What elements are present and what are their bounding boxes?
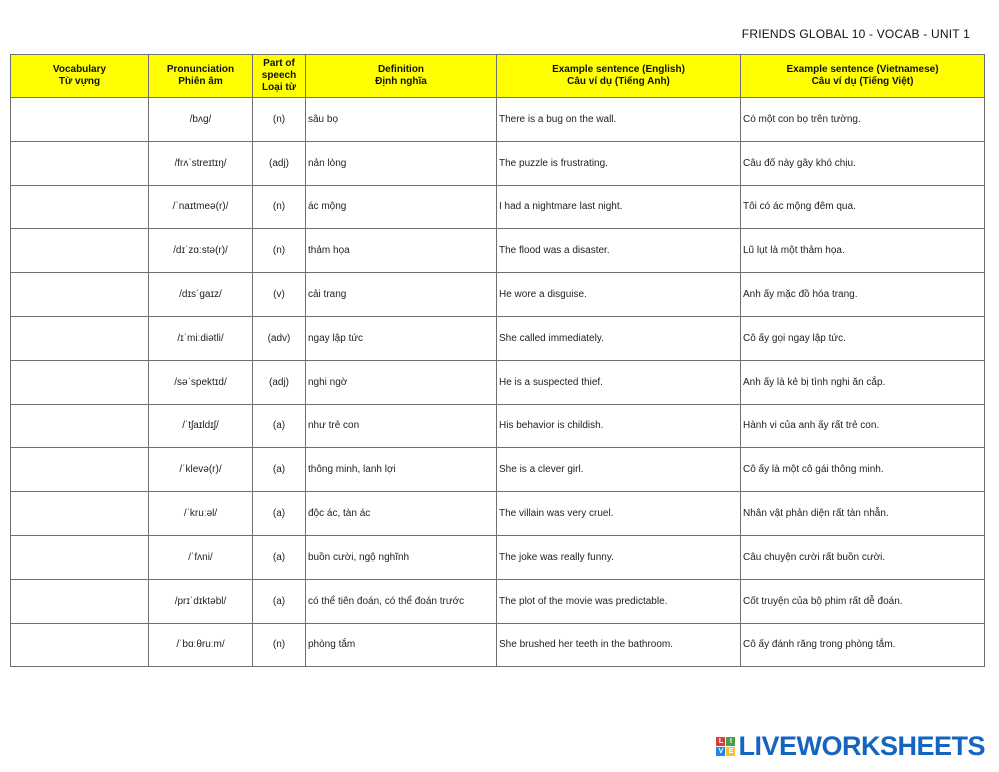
table-row <box>11 535 985 579</box>
pronunciation-cell: /ˈtʃaɪldɪʃ/ <box>149 404 253 448</box>
pronunciation-cell: /səˈspektɪd/ <box>149 360 253 404</box>
pronunciation-cell: /ɪˈmiːdiətli/ <box>149 316 253 360</box>
pronunciation-cell: /ˈkruːəl/ <box>149 492 253 536</box>
vocab-table <box>10 54 985 667</box>
header-definition: Definition Định nghĩa <box>306 55 497 98</box>
definition-cell: thảm họa <box>306 229 497 273</box>
vocabulary-answer-cell[interactable] <box>11 360 149 404</box>
example-vietnamese-cell: Cô ấy gọi ngay lập tức. <box>741 316 985 360</box>
document-title: FRIENDS GLOBAL 10 - VOCAB - UNIT 1 <box>741 27 970 41</box>
definition-cell: ngay lập tức <box>306 316 497 360</box>
vocabulary-answer-cell[interactable] <box>11 535 149 579</box>
vocabulary-answer-cell[interactable] <box>11 316 149 360</box>
header-part-of-speech: Part of speech Loại từ <box>253 55 306 98</box>
example-english-cell: She brushed her teeth in the bathroom. <box>497 623 741 667</box>
part-of-speech-cell: (adj) <box>253 360 306 404</box>
example-english-cell: His behavior is childish. <box>497 404 741 448</box>
part-of-speech-cell: (n) <box>253 623 306 667</box>
example-vietnamese-cell: Cô ấy là một cô gái thông minh. <box>741 448 985 492</box>
example-vietnamese-cell: Nhân vật phản diện rất tàn nhẫn. <box>741 492 985 536</box>
table-row <box>11 316 985 360</box>
pronunciation-cell: /prɪˈdɪktəbl/ <box>149 579 253 623</box>
example-english-cell: He wore a disguise. <box>497 273 741 317</box>
example-vietnamese-cell: Lũ lụt là một thảm họa. <box>741 229 985 273</box>
vocabulary-answer-cell[interactable] <box>11 448 149 492</box>
liveworksheets-logo <box>716 731 985 762</box>
table-row <box>11 229 985 273</box>
example-english-cell: The villain was very cruel. <box>497 492 741 536</box>
example-english-cell: The puzzle is frustrating. <box>497 141 741 185</box>
part-of-speech-cell: (v) <box>253 273 306 317</box>
logo-text: LIVEWORKSHEETS <box>738 731 985 761</box>
pronunciation-cell: /bʌg/ <box>149 98 253 142</box>
table-row <box>11 623 985 667</box>
definition-cell: ác mộng <box>306 185 497 229</box>
part-of-speech-cell: (a) <box>253 448 306 492</box>
example-vietnamese-cell: Có một con bọ trên tường. <box>741 98 985 142</box>
definition-cell: nghi ngờ <box>306 360 497 404</box>
definition-cell: cải trang <box>306 273 497 317</box>
pronunciation-cell: /frʌˈstreɪtɪŋ/ <box>149 141 253 185</box>
part-of-speech-cell: (adj) <box>253 141 306 185</box>
definition-cell: phòng tắm <box>306 623 497 667</box>
vocabulary-answer-cell[interactable] <box>11 185 149 229</box>
table-row <box>11 579 985 623</box>
example-vietnamese-cell: Câu chuyện cười rất buồn cười. <box>741 535 985 579</box>
example-english-cell: The plot of the movie was predictable. <box>497 579 741 623</box>
part-of-speech-cell: (a) <box>253 535 306 579</box>
vocabulary-answer-cell[interactable] <box>11 273 149 317</box>
example-vietnamese-cell: Anh ấy mặc đồ hóa trang. <box>741 273 985 317</box>
definition-cell: buồn cười, ngộ nghĩnh <box>306 535 497 579</box>
pronunciation-cell: /dɪˈzɑːstə(r)/ <box>149 229 253 273</box>
example-vietnamese-cell: Cô ấy đánh răng trong phòng tắm. <box>741 623 985 667</box>
pronunciation-cell: /dɪsˈɡaɪz/ <box>149 273 253 317</box>
example-vietnamese-cell: Cốt truyện của bộ phim rất dễ đoán. <box>741 579 985 623</box>
example-english-cell: There is a bug on the wall. <box>497 98 741 142</box>
definition-cell: như trẻ con <box>306 404 497 448</box>
vocabulary-answer-cell[interactable] <box>11 229 149 273</box>
part-of-speech-cell: (n) <box>253 229 306 273</box>
example-english-cell: She is a clever girl. <box>497 448 741 492</box>
vocabulary-answer-cell[interactable] <box>11 404 149 448</box>
part-of-speech-cell: (a) <box>253 404 306 448</box>
definition-cell: nản lòng <box>306 141 497 185</box>
example-english-cell: She called immediately. <box>497 316 741 360</box>
part-of-speech-cell: (adv) <box>253 316 306 360</box>
definition-cell: thông minh, lanh lợi <box>306 448 497 492</box>
example-vietnamese-cell: Hành vi của anh ấy rất trẻ con. <box>741 404 985 448</box>
vocabulary-answer-cell[interactable] <box>11 579 149 623</box>
example-english-cell: I had a nightmare last night. <box>497 185 741 229</box>
vocabulary-answer-cell[interactable] <box>11 492 149 536</box>
table-row <box>11 492 985 536</box>
pronunciation-cell: /ˈklevə(r)/ <box>149 448 253 492</box>
example-english-cell: He is a suspected thief. <box>497 360 741 404</box>
definition-cell: có thể tiên đoán, có thể đoán trước <box>306 579 497 623</box>
example-english-cell: The flood was a disaster. <box>497 229 741 273</box>
example-vietnamese-cell: Tôi có ác mộng đêm qua. <box>741 185 985 229</box>
vocabulary-answer-cell[interactable] <box>11 623 149 667</box>
table-row <box>11 360 985 404</box>
part-of-speech-cell: (a) <box>253 579 306 623</box>
definition-cell: độc ác, tàn ác <box>306 492 497 536</box>
header-example-english: Example sentence (English) Câu ví dụ (Tiếng Anh) <box>497 55 741 98</box>
part-of-speech-cell: (n) <box>253 185 306 229</box>
header-row <box>11 55 985 98</box>
example-vietnamese-cell: Câu đố này gây khó chịu. <box>741 141 985 185</box>
table-row <box>11 141 985 185</box>
pronunciation-cell: /ˈnaɪtmeə(r)/ <box>149 185 253 229</box>
vocabulary-answer-cell[interactable] <box>11 141 149 185</box>
table-row <box>11 448 985 492</box>
table-row <box>11 273 985 317</box>
logo-squares-icon: L I V E <box>716 737 735 756</box>
example-vietnamese-cell: Anh ấy là kẻ bị tình nghi ăn cắp. <box>741 360 985 404</box>
header-pronunciation: Pronunciation Phiên âm <box>149 55 253 98</box>
pronunciation-cell: /ˈfʌni/ <box>149 535 253 579</box>
part-of-speech-cell: (n) <box>253 98 306 142</box>
definition-cell: sâu bọ <box>306 98 497 142</box>
header-example-vietnamese: Example sentence (Vietnamese) Câu ví dụ (Tiếng Việt) <box>741 55 985 98</box>
example-english-cell: The joke was really funny. <box>497 535 741 579</box>
part-of-speech-cell: (a) <box>253 492 306 536</box>
table-row <box>11 185 985 229</box>
vocabulary-answer-cell[interactable] <box>11 98 149 142</box>
table-row <box>11 404 985 448</box>
header-vocabulary: Vocabulary Từ vựng <box>11 55 149 98</box>
table-row <box>11 98 985 142</box>
pronunciation-cell: /ˈbɑːθruːm/ <box>149 623 253 667</box>
